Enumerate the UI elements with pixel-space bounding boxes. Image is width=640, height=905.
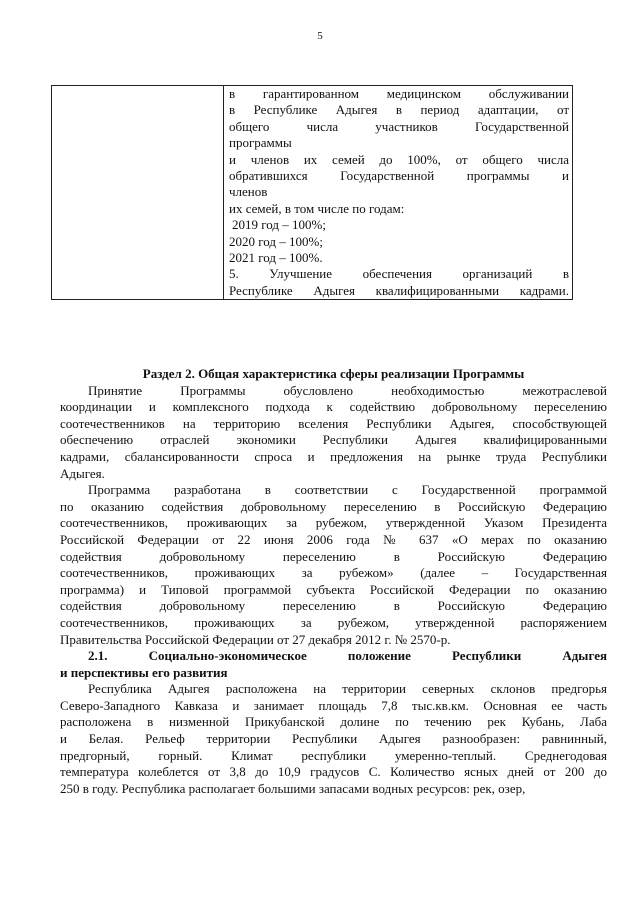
table-cell-text [224,86,572,299]
paragraph-line: соотечественников, проживающих за рубежом, утвержденной распоряжением [60,614,607,630]
paragraph-line: и Белая. Рельеф территории Республики Адыгея разнообразен: равнинный, [60,731,607,747]
paragraph-line: и перспективы его развития [60,664,228,680]
table-cell-right [224,86,573,300]
table-cell-line: 5. Улучшение обеспечения организаций в [229,266,569,282]
paragraph-line: расположена в низменной Прикубанской долине по течению рек Кубань, Лаба [60,714,607,730]
paragraph-line: Принятие Программы обусловлено необходимостью межотраслевой [88,382,607,398]
section-title: Раздел 2. Общая характеристика сферы реализации Программы [142,366,525,381]
paragraph-line: Республика Адыгея расположена на территории северных склонов предгорья [88,681,607,697]
paragraph-line: содействия добровольному переселению в Российскую Федерацию [60,598,607,614]
paragraph-line: обеспечению отраслей экономики Республики Адыгея квалифицированными [60,432,607,448]
table-cell-line: общего числа участников Государственной [229,118,569,134]
paragraph-line: 250 в году. Республика располагает большими запасами водных ресурсов: рек, озер, [60,780,526,796]
paragraph-line: Российской Федерации от 22 июня 2006 года № 637 «О мерах по оказанию [60,531,607,547]
table-cell-line: членов [229,184,268,200]
goals-table [51,85,573,300]
table-cell-line: 2019 год – 100%; [232,217,326,233]
paragraph-line: Правительства Российской Федерации от 27 декабря 2012 г. № 2570-р. [60,631,451,647]
paragraph-line: Адыгея. [60,465,105,481]
document-body [60,366,607,797]
table-cell-line: обратившихся Государственной программы и [229,168,569,184]
table-cell-line: их семей, в том числе по годам: [229,200,405,216]
paragraph-line: 2.1. Социально-экономическое положение Республики Адыгея [88,648,607,664]
paragraph-program-rationale [60,383,607,483]
table-cell-line: и членов их семей до 100%, от общего числа [229,151,569,167]
table-cell-line: в Республике Адыгея в период адаптации, от [229,102,569,118]
page-number: 5 [317,30,323,42]
paragraph-geography [60,681,607,797]
table-cell-left-empty [52,86,224,300]
paragraph-line: Программа разработана в соответствии с Государственной программой [88,482,607,498]
subsection-heading [60,648,607,681]
table-cell-line: программы [229,135,292,151]
table-cell-line: 2021 год – 100%. [229,250,323,266]
paragraph-line: температура колеблется от 3,8 до 10,9 градусов С. Количество ясных дней от 200 до [60,764,607,780]
paragraph-line: кадрами, сбалансированности спроса и предложения на рынке труда Республики [60,448,607,464]
paragraph-line: Северо-Западного Кавказа и занимает площадь 7,8 тыс.кв.км. Основная ее часть [60,697,607,713]
paragraph-line: предгорный, горный. Климат республики умеренно-теплый. Среднегодовая [60,747,607,763]
paragraph-line: по оказанию содействия добровольному переселению в Российскую Федерацию [60,498,607,514]
table-cell-line: в гарантированном медицинском обслуживании [229,86,569,101]
table-cell-line: Республике Адыгея квалифицированными кадрами. [229,282,569,298]
paragraph-line: соотечественников, проживающих за рубежом» (далее – Государственная [60,565,607,581]
table-row [52,86,573,300]
paragraph-line: соотечественников на территорию вселения Республики Адыгея, способствующей [60,415,607,431]
paragraph-line: программа) и Типовой программой субъекта Российской Федерации по оказанию [60,581,607,597]
paragraph-line: координации и комплексного подхода к содействию добровольному переселению [60,399,607,415]
paragraph-line: содействия добровольному переселению в Российскую Федерацию [60,548,607,564]
table-cell-line: 2020 год – 100%; [229,233,323,249]
paragraph-line: соотечественников, проживающих за рубежом, утвержденной Указом Президента [60,515,607,531]
paragraph-program-basis [60,482,607,648]
